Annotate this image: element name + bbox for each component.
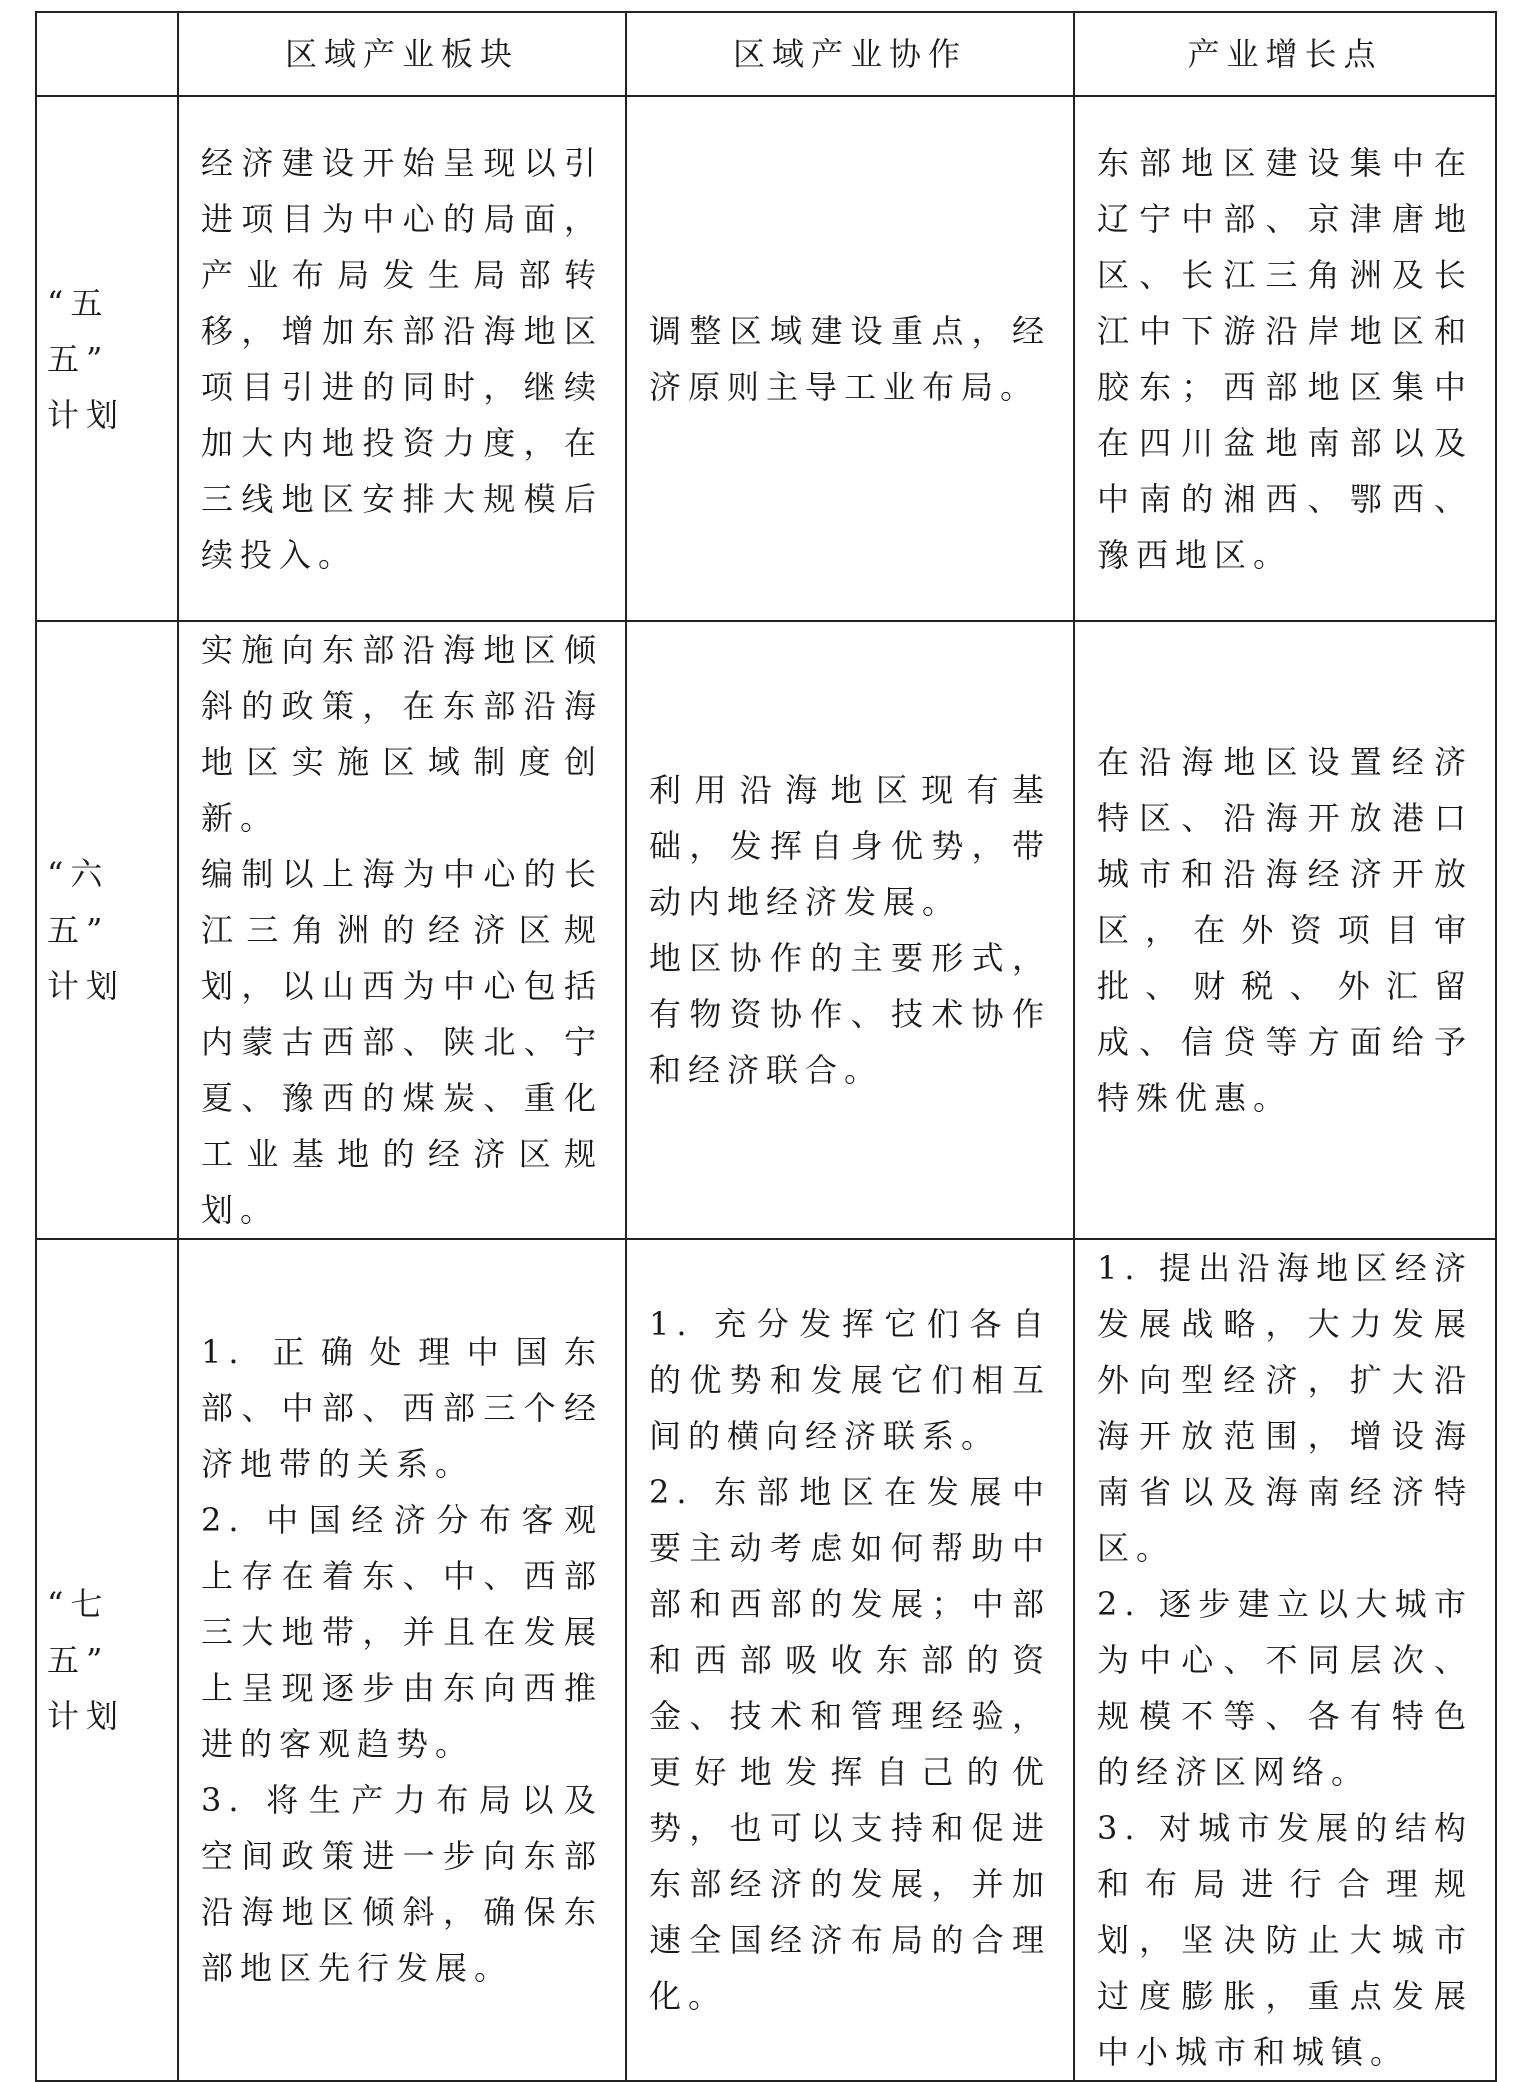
header-cell-empty (36, 12, 178, 96)
row-label-cell (36, 96, 178, 621)
cell-paragraph: 编制以上海为中心的长江三角洲的经济区规划，以山西为中心包括内蒙古西部、陕北、宁夏、豫西的煤炭、重化工业基地的经济区规划。 (201, 855, 603, 1229)
sector-cell (178, 621, 626, 1239)
cell-paragraph: 2. 中国经济分布客观上存在着东、中、西部三大地带，并且在发展上呈现逐步由东向西推进的客观趋势。 (201, 1501, 603, 1763)
cell-paragraph: 2. 东部地区在发展中要主动考虑如何帮助中部和西部的发展；中部和西部吸收东部的资金、技术和管理经验，更好地发挥自己的优势，也可以支持和促进东部经济的发展，并加速全国经济布局的合理化。 (649, 1473, 1051, 2015)
sector-cell (178, 1239, 626, 2081)
cell-paragraph: 2. 逐步建立以大城市为中心、不同层次、规模不等、各有特色的经济区网络。 (1097, 1585, 1473, 1791)
plan-comparison-table (35, 11, 1497, 2082)
header-cell-cooperation: 区域产业协作 (626, 12, 1074, 96)
table-row-6th-plan (36, 621, 1496, 1239)
cell-paragraph: 地区协作的主要形式，有物资协作、技术协作和经济联合。 (649, 939, 1051, 1089)
row-label-line: “七 五” (47, 1585, 110, 1679)
cell-paragraph: 实施向东部沿海地区倾斜的政策，在东部沿海地区实施区域制度创新。 (201, 631, 603, 837)
header-cell-growth: 产业增长点 (1074, 12, 1496, 96)
row-label-cell (36, 1239, 178, 2081)
cell-paragraph: 1. 正确处理中国东部、中部、西部三个经济地带的关系。 (201, 1333, 603, 1483)
cooperation-cell (626, 621, 1074, 1239)
cell-paragraph: 1. 提出沿海地区经济发展战略，大力发展外向型经济，扩大沿海开放范围，增设海南省以及海南经济特区。 (1097, 1249, 1473, 1567)
cooperation-cell (626, 1239, 1074, 2081)
cell-paragraph: 1. 充分发挥它们各自的优势和发展它们相互间的横向经济联系。 (649, 1305, 1051, 1455)
cell-paragraph: 调整区域建设重点，经济原则主导工业布局。 (649, 311, 1051, 406)
cell-paragraph: 在沿海地区设置经济特区、沿海开放港口城市和沿海经济开放区，在外资项目审批、财税、外汇留成、信贷等方面给予特殊优惠。 (1097, 743, 1473, 1117)
cell-paragraph: 3. 将生产力布局以及空间政策进一步向东部沿海地区倾斜，确保东部地区先行发展。 (201, 1781, 603, 1987)
cell-paragraph: 3. 对城市发展的结构和布局进行合理规划，坚决防止大城市过度膨胀，重点发展中小城市和城镇。 (1097, 1809, 1473, 2071)
cell-paragraph: 利用沿海地区现有基础，发挥自身优势，带动内地经济发展。 (649, 771, 1051, 921)
row-label-line: 计划 (47, 1697, 126, 1735)
cooperation-cell (626, 96, 1074, 621)
row-label-line: 计划 (47, 967, 126, 1005)
header-cell-sector: 区域产业板块 (178, 12, 626, 96)
cell-paragraph: 经济建设开始呈现以引进项目为中心的局面，产业布局发生局部转移，增加东部沿海地区项目引进的同时，继续加大内地投资力度，在三线地区安排大规模后续投入。 (201, 143, 603, 574)
cell-paragraph: 东部地区建设集中在辽宁中部、京津唐地区、长江三角洲及长江中下游沿岸地区和胶东；西部地区集中在四川盆地南部以及中南的湘西、鄂西、豫西地区。 (1097, 143, 1473, 574)
row-label-line: “六 五” (47, 855, 110, 949)
header-row (36, 12, 1496, 96)
row-label-line: “五 五” (47, 283, 110, 378)
table-row-5th-plan (36, 96, 1496, 621)
row-label-line: 计划 (47, 395, 126, 434)
table-row-7th-plan (36, 1239, 1496, 2081)
growth-cell (1074, 96, 1496, 621)
growth-cell (1074, 621, 1496, 1239)
row-label-cell (36, 621, 178, 1239)
growth-cell (1074, 1239, 1496, 2081)
sector-cell (178, 96, 626, 621)
